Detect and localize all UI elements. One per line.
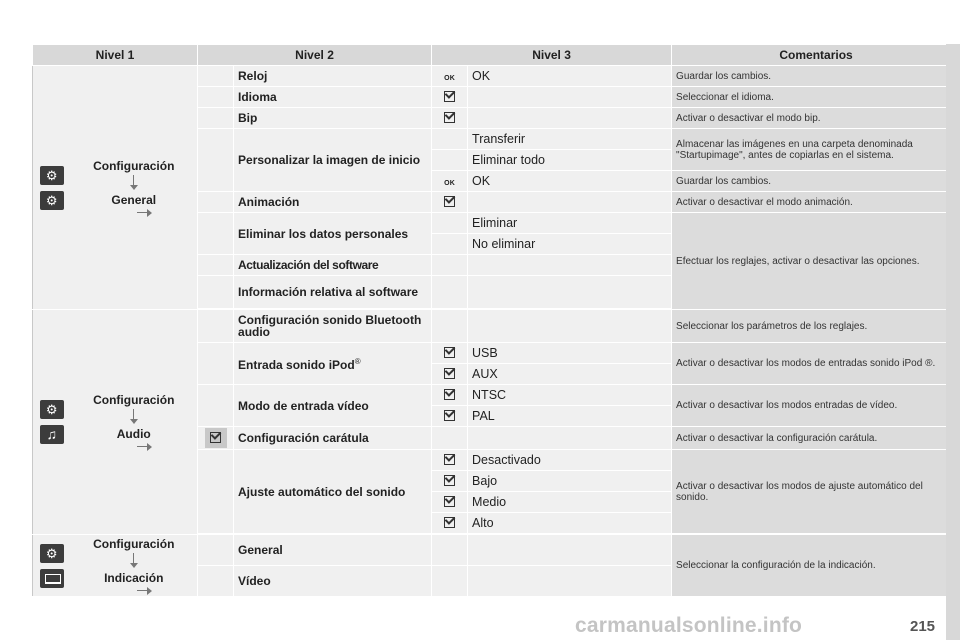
- path-level-top: Configuración: [93, 393, 175, 407]
- comment-ajuste: Activar o desactivar los modos de ajuste automático del sonido.: [672, 450, 960, 534]
- page-number: 215: [910, 618, 936, 635]
- value-desactivado: Desactivado: [468, 450, 672, 471]
- check-icon: [210, 432, 221, 443]
- setting-caratula: Configuración carátula: [234, 427, 432, 450]
- arrow-down-icon: [130, 175, 138, 191]
- value-personalizar-ok: OK: [468, 171, 672, 192]
- arrow-down-icon: [130, 553, 138, 569]
- indicacion-path: [71, 535, 198, 597]
- comment-bluetooth: Seleccionar los parámetros de los reglajes.: [672, 310, 960, 343]
- settings-table: [32, 44, 960, 597]
- value-bajo: Bajo: [468, 471, 672, 492]
- setting-personalizar: Personalizar la imagen de inicio: [234, 129, 432, 192]
- value-ntsc: NTSC: [468, 385, 672, 406]
- check-icon: [444, 517, 455, 528]
- table-header-row: [33, 45, 960, 66]
- header-nivel-3: Nivel 3: [432, 45, 672, 66]
- watermark: carmanualsonline.info: [575, 614, 803, 637]
- setting-reloj: Reloj: [234, 66, 432, 87]
- path-level-bottom: Audio: [116, 427, 151, 441]
- value-pal: PAL: [468, 406, 672, 427]
- arrow-down-icon: [130, 409, 138, 425]
- comment-reloj: Guardar los cambios.: [672, 66, 960, 87]
- check-icon: [444, 475, 455, 486]
- path-level-top: Configuración: [93, 536, 175, 551]
- gear-icon: ⚙: [40, 191, 64, 210]
- gear-icon: ⚙: [40, 166, 64, 185]
- check-icon: [444, 91, 455, 102]
- general-icons: [33, 66, 71, 310]
- comment-bip: Activar o desactivar el modo bip.: [672, 108, 960, 129]
- comment-personalizar: Almacenar las imágenes en una carpeta denominada "Startupimage", antes de copiarlas en el sistema.: [672, 129, 960, 171]
- setting-ajuste: Ajuste automático del sonido: [234, 450, 432, 534]
- audio-icons: [33, 310, 71, 535]
- arrow-right-icon: [137, 443, 153, 451]
- check-icon: [444, 410, 455, 421]
- value-eliminar-todo: Eliminar todo: [468, 150, 672, 171]
- check-icon: [444, 454, 455, 465]
- music-note-icon: ♫: [40, 425, 64, 444]
- setting-eliminar-datos: Eliminar los datos personales: [234, 213, 432, 255]
- value-transferir: Transferir: [468, 129, 672, 150]
- value-aux: AUX: [468, 364, 672, 385]
- display-icon: [40, 569, 64, 588]
- setting-animacion: Animación: [234, 192, 432, 213]
- ok-badge: OK: [444, 75, 455, 82]
- setting-idioma: Idioma: [234, 87, 432, 108]
- comment-ipod: Activar o desactivar los modos de entradas sonido iPod ®.: [672, 343, 960, 385]
- setting-indicacion-general: General: [234, 535, 432, 566]
- value-eliminar: Eliminar: [468, 213, 672, 234]
- path-level-bottom: Indicación: [104, 570, 164, 585]
- comment-idioma: Seleccionar el idioma.: [672, 87, 960, 108]
- path-level-top: Configuración: [93, 158, 175, 173]
- check-icon: [444, 496, 455, 507]
- header-nivel-2: Nivel 2: [198, 45, 432, 66]
- gear-icon: ⚙: [40, 400, 64, 419]
- ok-badge: OK: [444, 180, 455, 187]
- setting-video-mode: Modo de entrada vídeo: [234, 385, 432, 427]
- indicacion-icons: [33, 535, 71, 597]
- value-alto: Alto: [468, 513, 672, 534]
- gear-icon: ⚙: [40, 544, 64, 563]
- value-reloj: OK: [468, 66, 672, 87]
- value-no-eliminar: No eliminar: [468, 234, 672, 255]
- comment-video-mode: Activar o desactivar los modos entradas de vídeo.: [672, 385, 960, 427]
- table-row: [33, 310, 960, 343]
- arrow-right-icon: [137, 209, 153, 217]
- path-level-bottom: General: [111, 192, 157, 207]
- arrow-right-icon: [137, 587, 153, 595]
- header-comentarios: Comentarios: [672, 45, 960, 66]
- check-icon: [444, 112, 455, 123]
- setting-ipod: Entrada sonido iPod®: [234, 343, 432, 385]
- comment-eliminar: Efectuar los reglajes, activar o desactivar las opciones.: [672, 213, 960, 310]
- table-row: [33, 535, 960, 566]
- page-edge-tab: [946, 44, 960, 640]
- check-icon: [444, 389, 455, 400]
- comment-personalizar-ok: Guardar los cambios.: [672, 171, 960, 192]
- comment-animacion: Activar o desactivar el modo animación.: [672, 192, 960, 213]
- comment-indicacion: Seleccionar la configuración de la indicación.: [672, 535, 960, 597]
- comment-caratula: Activar o desactivar la configuración carátula.: [672, 427, 960, 450]
- value-usb: USB: [468, 343, 672, 364]
- general-path: [71, 66, 198, 310]
- table-row: [33, 66, 960, 87]
- audio-path: [71, 310, 198, 535]
- value-medio: Medio: [468, 492, 672, 513]
- setting-informacion: Información relativa al software: [234, 276, 432, 309]
- setting-bip: Bip: [234, 108, 432, 129]
- header-nivel-1: Nivel 1: [33, 45, 198, 66]
- setting-actualizacion: Actualización del software: [234, 255, 432, 276]
- check-icon: [444, 347, 455, 358]
- check-icon: [444, 196, 455, 207]
- check-icon: [444, 368, 455, 379]
- setting-bluetooth: Configuración sonido Bluetooth audio: [234, 310, 432, 343]
- setting-indicacion-video: Vídeo: [234, 566, 432, 597]
